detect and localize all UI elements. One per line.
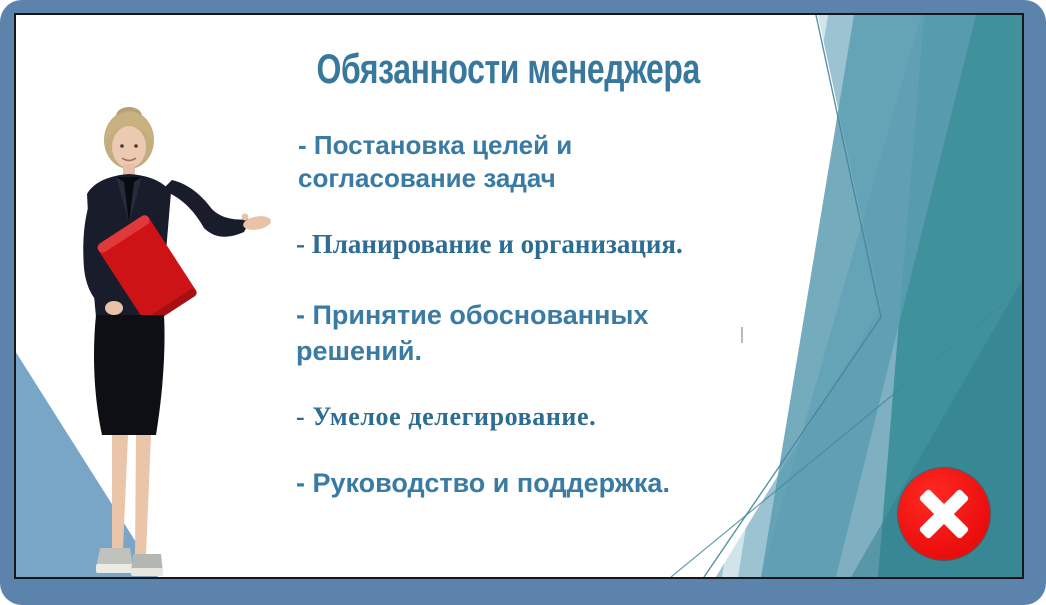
bullet-planning: - Планирование и организация. xyxy=(296,229,683,259)
skirt xyxy=(94,315,165,435)
slide-title-text: Обязанности менеджера xyxy=(316,45,700,92)
businesswoman-illustration xyxy=(44,102,274,577)
extended-arm xyxy=(162,180,251,237)
presentation-slide xyxy=(14,13,1024,579)
face xyxy=(112,126,146,168)
text-cursor-artifact xyxy=(741,327,743,343)
bullet-decision-making: - Принятие обоснованных решений. xyxy=(296,300,649,366)
bullet-leadership: - Руководство и поддержка. xyxy=(296,468,670,498)
slide-title xyxy=(256,45,716,93)
bullet-delegation: - Умелое делегирование. xyxy=(296,402,597,431)
bullet-goal-setting: - Постановка целей и согласование задач xyxy=(298,130,573,193)
close-x-icon xyxy=(915,485,973,543)
close-button[interactable] xyxy=(898,468,990,560)
